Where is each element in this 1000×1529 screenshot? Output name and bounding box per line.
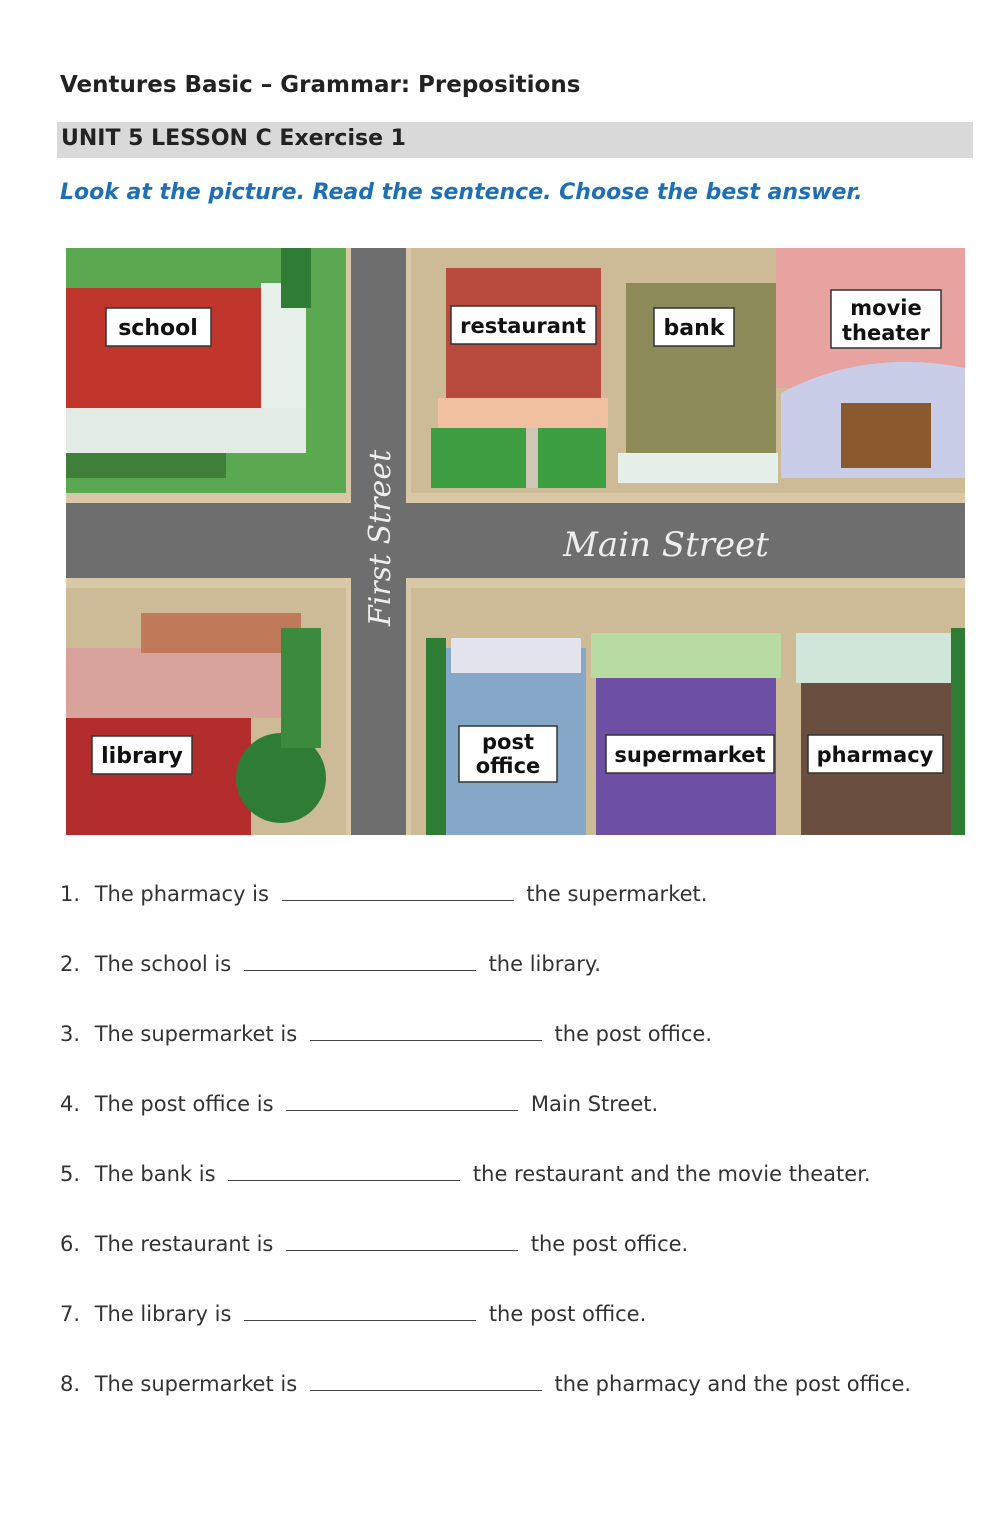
question-list (60, 880, 960, 1440)
svg-text:bank: bank (663, 316, 725, 341)
label-school (106, 308, 211, 346)
svg-text:post: post (482, 730, 534, 754)
question-text-after: the post office. (554, 1022, 713, 1046)
answer-blank[interactable] (310, 1370, 542, 1391)
question-text-after: the post office. (530, 1232, 689, 1256)
question-item (60, 1090, 960, 1160)
question-number: 8. (60, 1372, 81, 1396)
question-text-after: the pharmacy and the post office. (554, 1372, 912, 1396)
question-text-after: the restaurant and the movie theater. (472, 1162, 871, 1186)
svg-text:pharmacy: pharmacy (816, 743, 934, 767)
question-text-after: the supermarket. (526, 882, 708, 906)
question-number: 1. (60, 882, 81, 906)
question-text-after: Main Street. (530, 1092, 659, 1116)
question-item (60, 950, 960, 1020)
main-street-road (66, 503, 965, 578)
unit-banner (57, 122, 973, 158)
answer-blank[interactable] (244, 1300, 476, 1321)
question-item (60, 1370, 960, 1440)
answer-blank[interactable] (244, 950, 476, 971)
question-item (60, 1300, 960, 1370)
label-supermarket (606, 735, 774, 773)
question-text-before: The restaurant is (94, 1232, 274, 1256)
svg-text:restaurant: restaurant (460, 314, 586, 338)
instruction-text: Look at the picture. Read the sentence. Choose the best answer. (60, 180, 863, 205)
answer-blank[interactable] (228, 1160, 460, 1181)
question-number: 7. (60, 1302, 81, 1326)
answer-blank[interactable] (282, 880, 514, 901)
question-item (60, 1160, 960, 1230)
question-text-before: The school is (94, 952, 232, 976)
label-bank (654, 308, 734, 346)
worksheet-title: Ventures Basic – Grammar: Prepositions (60, 72, 581, 98)
first-street-name: First Street (363, 449, 398, 627)
answer-blank[interactable] (286, 1090, 518, 1111)
question-number: 5. (60, 1162, 81, 1186)
label-post-office (459, 726, 557, 782)
question-text-after: the library. (488, 952, 601, 976)
svg-text:supermarket: supermarket (614, 743, 766, 767)
question-text-before: The supermarket is (94, 1022, 298, 1046)
svg-text:library: library (101, 744, 183, 769)
question-text-before: The pharmacy is (94, 882, 269, 906)
main-street-name: Main Street (563, 525, 769, 565)
svg-text:office: office (475, 754, 541, 778)
question-number: 3. (60, 1022, 81, 1046)
question-text-before: The library is (94, 1302, 232, 1326)
question-text-before: The supermarket is (94, 1372, 298, 1396)
question-number: 2. (60, 952, 81, 976)
label-pharmacy (808, 735, 943, 773)
svg-text:movie: movie (850, 296, 922, 320)
town-map (66, 248, 965, 835)
unit-heading: UNIT 5 LESSON C Exercise 1 (61, 126, 406, 151)
question-item (60, 1230, 960, 1300)
svg-text:theater: theater (841, 321, 931, 345)
label-library (92, 736, 192, 774)
question-number: 6. (60, 1232, 81, 1256)
question-text-after: the post office. (488, 1302, 647, 1326)
question-number: 4. (60, 1092, 81, 1116)
question-item (60, 1020, 960, 1090)
answer-blank[interactable] (310, 1020, 542, 1041)
question-text-before: The bank is (94, 1162, 216, 1186)
label-restaurant (451, 306, 596, 344)
question-text-before: The post office is (94, 1092, 274, 1116)
question-item (60, 880, 960, 950)
answer-blank[interactable] (286, 1230, 518, 1251)
label-movie-theater (831, 290, 941, 348)
svg-text:school: school (118, 316, 198, 341)
